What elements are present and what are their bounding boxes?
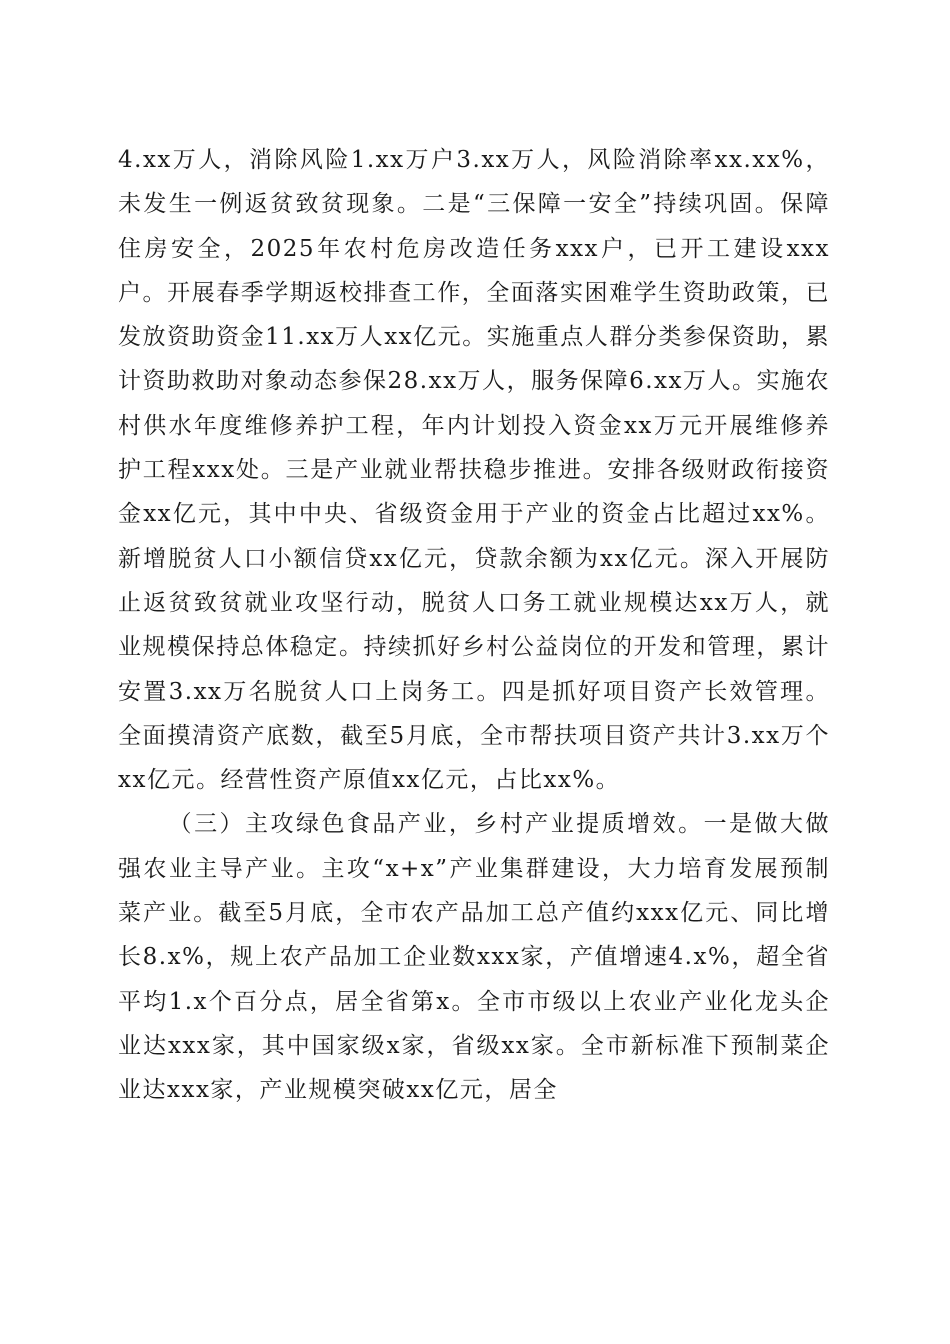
paragraph-green-food-industry: （三）主攻绿色食品产业，乡村产业提质增效。一是做大做强农业主导产业。主攻“x+x”产业集群建设，大力培育发展预制菜产业。截至5月底，全市农产品加工总产值约xxx亿元、同比增长8.x%，规上农产品加工企业数xxx家，产值增速4.x%，超全省平均1.x个百分点，居全省第x。全市市级以上农业产业化龙头企业达xxx家，其中国家级x家，省级xx家。全市新标准下预制菜企业达xxx家，产业规模突破xx亿元，居全 [118,811,830,1104]
paragraph-poverty-alleviation: 4.xx万人，消除风险1.xx万户3.xx万人，风险消除率xx.xx%，未发生一例返贫致贫现象。二是“三保障一安全”持续巩固。保障住房安全，2025年农村危房改造任务xxx户，已开工建设xxx户。开展春季学期返校排查工作，全面落实困难学生资助政策，已发放资助资金11.xx万人xx亿元。实施重点人群分类参保资助，累计资助救助对象动态参保28.xx万人，服务保障6.xx万人。实施农村供水年度维修养护工程，年内计划投入资金xx万元开展维修养护工程xxx处。三是产业就业帮扶稳步推进。安排各级财政衔接资金xx亿元，其中中央、省级资金用于产业的资金占比超过xx%。新增脱贫人口小额信贷xx亿元，贷款余额为xx亿元。深入开展防止返贫致贫就业攻坚行动，脱贫人口务工就业规模达xx万人，就业规模保持总体稳定。持续抓好乡村公益岗位的开发和管理，累计安置3.xx万名脱贫人口上岗务工。四是抓好项目资产长效管理。全面摸清资产底数，截至5月底，全市帮扶项目资产共计3.xx万个xx亿元。经营性资产原值xx亿元，占比xx%。 [118,147,830,794]
document-body [118,138,830,1113]
